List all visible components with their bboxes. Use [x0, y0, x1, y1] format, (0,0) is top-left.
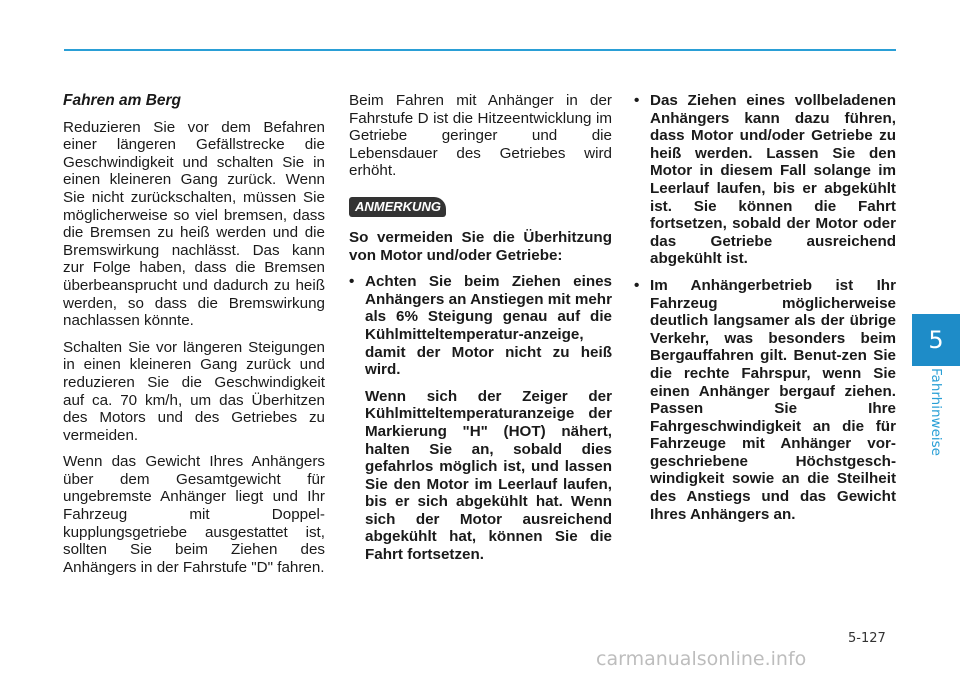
paragraph: Reduzieren Sie vor dem Befahren einer längeren Gefällstrecke die Geschwindigkeit und schalten Sie in einen kleineren Gang zurück. Wenn Sie nicht zurückschalten, müssen Sie möglicherweise so viel bremsen, dass die Bremsen zu heiß werden und die Bremswirkung nachlässt. Das kann zur Folge haben, dass die Bremsen überbeansprucht und dadurch zu heiß werden, so dass die Bremswirkung nachlassen könnte.: [63, 118, 325, 330]
list-item-text: Im Anhängerbetrieb ist Ihr Fahrzeug möglicherweise deutlich langsamer als der übrige Verkehr, was besonders beim Bergauffahren gilt. Benut-zen Sie die rechte Fahrspur, wenn Sie einen Anhänger bergauf ziehen. Passen Sie Ihre Fahrgeschwindigkeit an die für Fahrzeuge mit Anhänger vor-geschriebene Höchstgesch-windigkeit sowie an die Steilheit des Anstiegs und das Gewicht Ihres Anhängers an.: [650, 276, 896, 523]
column-right: [634, 92, 896, 532]
chapter-number-tab: 5: [912, 314, 960, 366]
paragraph: Wenn das Gewicht Ihres Anhängers über dem Gesamtgewicht für ungebremste Anhänger liegt und Ihr Fahrzeug mit Doppel-kupplungsgetriebe ausgestattet ist, sollten Sie beim Ziehen des Anhängers in der Fahrstufe "D" fahren.: [63, 453, 325, 576]
chapter-name: Fahrhinweise: [928, 368, 944, 456]
page-number: 5-127: [848, 631, 886, 646]
column-left: [63, 92, 325, 585]
list-item: [634, 277, 896, 523]
note-list: [349, 273, 612, 564]
column-middle: [349, 92, 612, 573]
paragraph: Schalten Sie vor längeren Steigungen in einen kleineren Gang zurück und reduzieren Sie die Geschwindigkeit auf ca. 70 km/h, um das Überhitzen des Motors und des Getriebes zu vermeiden.: [63, 338, 325, 444]
section-heading: Fahren am Berg: [63, 92, 182, 109]
bullet-icon: •: [634, 92, 640, 109]
list-item: [634, 92, 896, 268]
bullet-icon: •: [634, 276, 640, 294]
list-item-text: Achten Sie beim Ziehen eines Anhängers an Anstiegen mit mehr als 6% Steigung genau auf die Kühlmitteltemperatur-anzeige, damit der Motor nicht zu heiß wird.: [365, 273, 612, 379]
note-badge: ANMERKUNG: [349, 197, 446, 217]
list-item-text: Wenn sich der Zeiger der Kühlmitteltemperaturanzeige der Markierung "H" (HOT) nähert, halten Sie an, sobald dies gefahrlos möglich ist, und lassen Sie den Motor im Leerlauf laufen, bis er sich abgekühlt hat. Wenn sich der Motor ausreichend abgekühlt hat, können Sie die Fahrt fortsetzen.: [365, 387, 612, 564]
top-divider: [64, 49, 896, 51]
list-item: [349, 273, 612, 564]
watermark: carmanualsonline.info: [596, 648, 807, 670]
note-list: [634, 92, 896, 523]
paragraph: Beim Fahren mit Anhänger in der Fahrstufe D ist die Hitzeentwicklung im Getriebe geringer und die Lebensdauer des Getriebes wird erhöht.: [349, 92, 612, 180]
bullet-icon: •: [349, 273, 355, 291]
note-intro: So vermeiden Sie die Überhitzung von Motor und/oder Getriebe:: [349, 228, 612, 264]
list-item-text: Das Ziehen eines vollbeladenen Anhängers kann dazu führen, dass Motor und/oder Getriebe zu heiß werden. Lassen Sie den Motor in diesem Fall solange im Leerlauf laufen, bis er abgekühlt ist. Sie können die Fahrt fortsetzen, sobald der Motor oder das Getriebe ausreichend abgekühlt ist.: [650, 92, 896, 268]
